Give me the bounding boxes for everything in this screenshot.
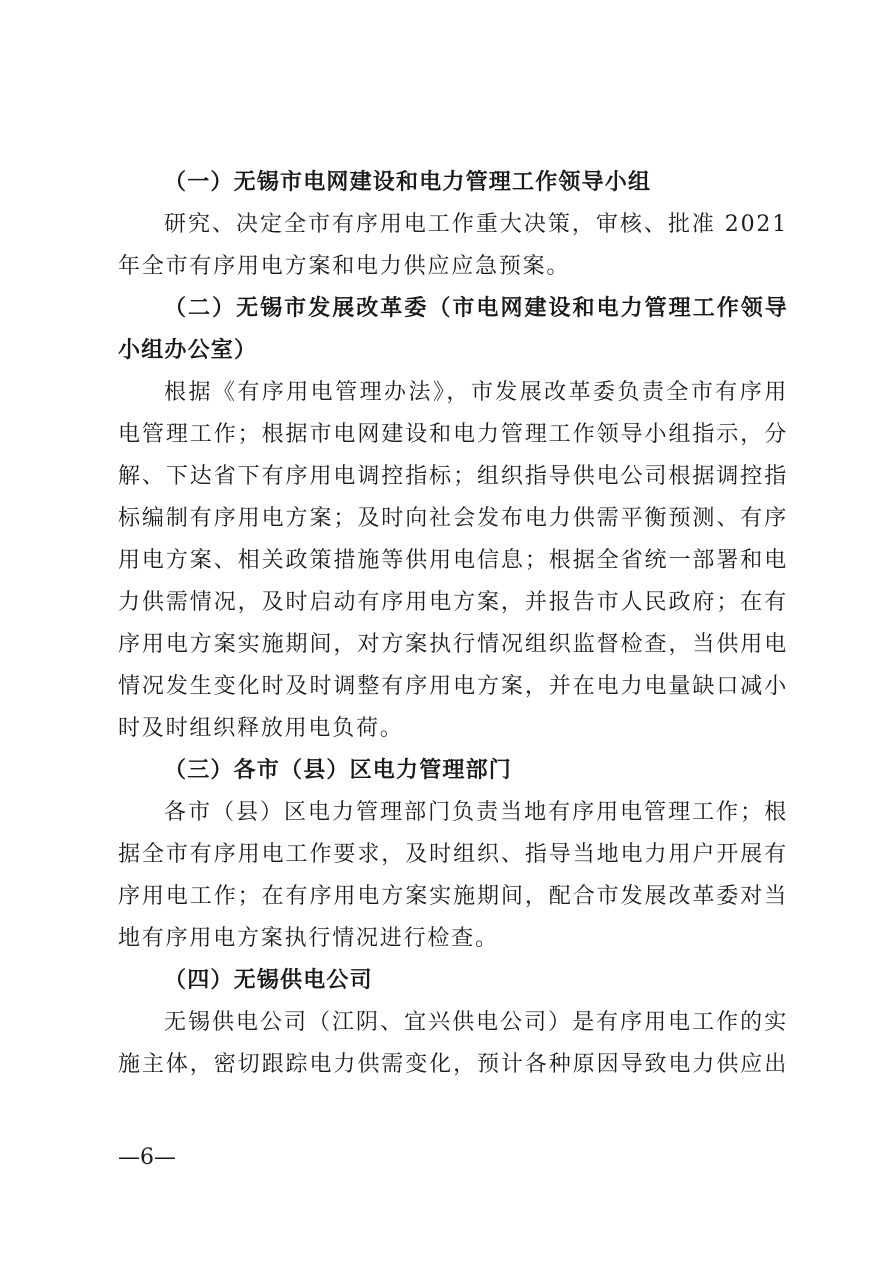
section-3-paragraph-line: 各市（县）区电力管理部门负责当地有序用电管理工作；根 (164, 800, 788, 825)
section-2-paragraph-line: 力供需情况，及时启动有序用电方案，并报告市人民政府；在有 (118, 590, 788, 615)
section-2-paragraph-line: 用电方案、相关政策措施等供用电信息；根据全省统一部署和电 (118, 548, 788, 573)
section-3-paragraph-line: 据全市有序用电工作要求，及时组织、指导当地电力用户开展有 (118, 842, 788, 867)
section-heading-2: （二）无锡市发展改革委（市电网建设和电力管理工作领导 (164, 296, 788, 321)
section-heading-4: （四）无锡供电公司 (164, 968, 373, 993)
section-2-paragraph-line: 解、下达省下有序用电调控指标；组织指导供电公司根据调控指 (118, 464, 788, 489)
section-2-paragraph-line: 标编制有序用电方案；及时向社会发布电力供需平衡预测、有序 (118, 506, 788, 531)
section-2-paragraph-line: 电管理工作；根据市电网建设和电力管理工作领导小组指示，分 (118, 422, 788, 447)
section-heading-1: （一）无锡市电网建设和电力管理工作领导小组 (164, 170, 652, 195)
section-1-paragraph-line: 研究、决定全市有序用电工作重大决策，审核、批准 2021 (164, 212, 788, 237)
section-1-paragraph-line: 年全市有序用电方案和电力供应应急预案。 (118, 254, 571, 279)
document-body (118, 162, 788, 1086)
section-heading-2-continued: 小组办公室） (118, 338, 258, 363)
section-3-paragraph-line: 地有序用电方案执行情况进行检查。 (118, 926, 499, 951)
section-2-paragraph-line: 情况发生变化时及时调整有序用电方案，并在电力电量缺口减小 (118, 674, 788, 699)
page-number: —6— (118, 1145, 176, 1170)
section-4-paragraph-line: 施主体，密切跟踪电力供需变化，预计各种原因导致电力供应出 (118, 1052, 788, 1077)
section-heading-3: （三）各市（县）区电力管理部门 (164, 758, 513, 783)
section-2-paragraph-line: 时及时组织释放用电负荷。 (118, 716, 404, 741)
section-2-paragraph-line: 序用电方案实施期间，对方案执行情况组织监督检查，当供用电 (118, 632, 788, 657)
section-2-paragraph-line: 根据《有序用电管理办法》，市发展改革委负责全市有序用 (164, 380, 788, 405)
section-3-paragraph-line: 序用电工作；在有序用电方案实施期间，配合市发展改革委对当 (118, 884, 788, 909)
section-4-paragraph-line: 无锡供电公司（江阴、宜兴供电公司）是有序用电工作的实 (164, 1010, 788, 1035)
